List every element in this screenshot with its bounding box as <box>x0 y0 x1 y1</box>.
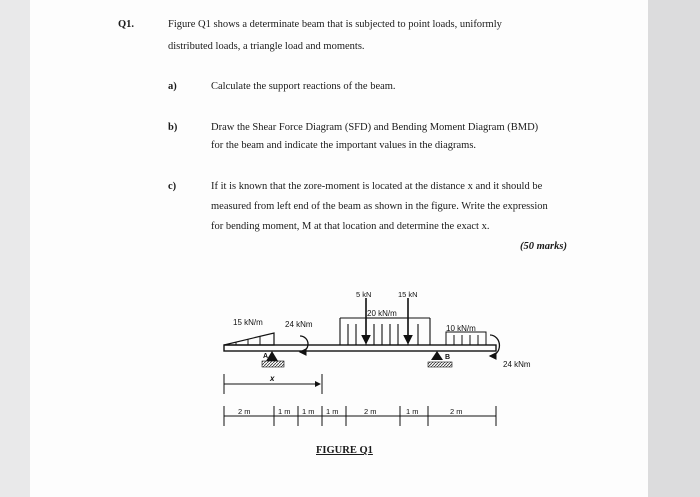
triangle-load-label: 15 kN/m <box>233 318 263 327</box>
udl-right <box>446 332 486 345</box>
moment-right-label: 24 kNm <box>503 360 531 369</box>
dim-3: 1 m <box>302 407 315 416</box>
marks: (50 marks) <box>520 241 567 252</box>
dim-4: 1 m <box>326 407 339 416</box>
part-c-text-1: If it is known that the zore-moment is located at the distance x and it should be <box>211 181 543 192</box>
support-a-label: A <box>263 353 269 360</box>
dim-1: 2 m <box>238 407 251 416</box>
udl-mid-label: 20 kN/m <box>367 309 397 318</box>
beam <box>224 345 496 351</box>
part-c-text-2: measured from left end of the beam as shown in the figure. Write the expression <box>211 201 548 212</box>
intro-line-2: distributed loads, a triangle load and moments. <box>168 41 365 52</box>
udl-middle <box>340 318 430 345</box>
part-a-label: a) <box>168 81 177 92</box>
part-b-text-2: for the beam and indicate the important values in the diagrams. <box>211 140 477 151</box>
udl-right-label: 10 kN/m <box>446 324 476 333</box>
dim-2: 1 m <box>278 407 291 416</box>
part-c-label: c) <box>168 181 177 192</box>
x-label: x <box>270 374 275 383</box>
moment-left-label: 24 kNm <box>285 320 313 329</box>
moment-left-arrow <box>300 336 308 352</box>
point-load-5kn-label: 5 kN <box>356 290 372 299</box>
triangle-load <box>224 333 274 345</box>
part-b-text-1: Draw the Shear Force Diagram (SFD) and Bending Moment Diagram (BMD) <box>211 122 539 133</box>
part-a-text: Calculate the support reactions of the beam. <box>211 81 396 92</box>
dim-6: 1 m <box>406 407 419 416</box>
question-number: Q1. <box>118 19 135 30</box>
dim-5: 2 m <box>364 407 377 416</box>
point-load-15kn-label: 15 kN <box>398 290 418 299</box>
support-b-label: B <box>445 354 451 361</box>
part-c-text-3: for bending moment, M at that location and determine the exact x. <box>211 221 490 232</box>
intro-line-1: Figure Q1 shows a determinate beam that is subjected to point loads, uniformly <box>168 19 502 30</box>
part-b-label: b) <box>168 122 178 133</box>
dim-7: 2 m <box>450 407 463 416</box>
figure-caption: FIGURE Q1 <box>316 445 373 456</box>
